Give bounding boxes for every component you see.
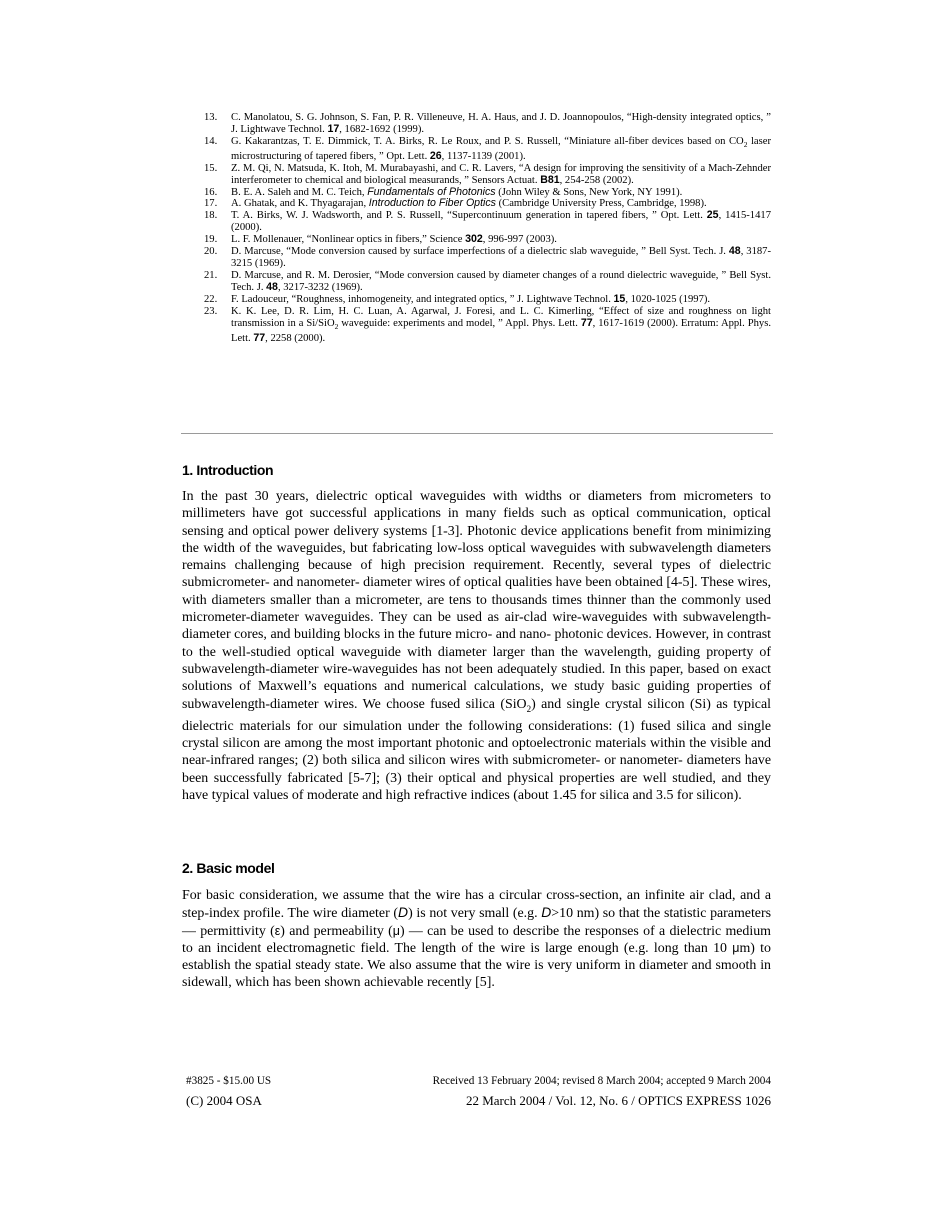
reference-number: 16. <box>204 186 218 198</box>
reference-number: 19. <box>204 234 218 246</box>
reference-item <box>204 246 771 270</box>
reference-item <box>204 210 771 234</box>
section-heading-basic-model: 2. Basic model <box>182 860 275 876</box>
footer-paper-id: #3825 - $15.00 US <box>186 1075 272 1087</box>
reference-item <box>204 136 771 163</box>
reference-text: F. Ladouceur, “Roughness, inhomogeneity, and integrated optics, ” J. Lightwave Technol. 15, 1020-1025 (1997). <box>231 292 711 305</box>
footer-received-dates: Received 13 February 2004; revised 8 March 2004; accepted 9 March 2004 <box>432 1075 771 1087</box>
reference-item <box>204 112 771 136</box>
reference-item <box>204 163 771 187</box>
reference-number: 17. <box>204 198 218 210</box>
footer-journal-citation: 22 March 2004 / Vol. 12, No. 6 / OPTICS EXPRESS 1026 <box>465 1093 771 1108</box>
reference-number: 14. <box>204 135 218 147</box>
reference-text: Z. M. Qi, N. Matsuda, K. Itoh, M. Murabayashi, and C. R. Lavers, “A design for improving the sensitivity of a Mach-Zehnder interferometer to chemical and biological measurands, ” Sensors Actuat. B81, 254-258 (2002). <box>231 162 771 186</box>
reference-text: D. Marcuse, “Mode conversion caused by surface imperfections of a dielectric slab waveguide, ” Bell Syst. Tech. J. 48, 3187-3215 (1969). <box>231 245 772 269</box>
reference-text: G. Kakarantzas, T. E. Dimmick, T. A. Birks, R. Le Roux, and P. S. Russell, “Miniature all-fiber devices based on $CO_2$ laser microstructuring of tapered fibers, ” Opt. Lett. 26, 1137-1139 (2001). <box>231 135 771 162</box>
introduction-paragraph: In the past 30 years, dielectric optical waveguides with widths or diameters from micrometers to millimeters have got successful applications in many fields such as optical communication, optical sensing and optical power delivery systems [1-3]. Photonic device applications benefit from minimizing the width of the waveguides, but fabricating low-loss optical waveguides with subwavelength diameters remains challenging because of high precision requirement. Recently, several types of dielectric submicrometer- and nanometer- diameter wires of optical qualities have been obtained [4-5]. These wires, with diameters smaller than a micrometer, are tens to thousands times thinner than the commonly used micrometer-diameter waveguides. They can be used as air-clad wire-waveguides with subwavelength-diameter cores, and building blocks in the future micro- and nano- photonic devices. However, in contrast to the well-studied optical waveguide with diameter larger than the wavelength, guiding property of subwavelength-diameter wire-waveguides has not been adequately studied. In this paper, based on exact solutions of Maxwell’s equations and numerical calculations, we study basic guiding properties of subwavelength-diameter wires. We choose fused silica (SiO$_2$) and single crystal silicon (Si) as typical dielectric materials for our simulation under the following considerations: (1) fused silica and single crystal silicon are among the most important photonic and optoelectronic materials within the visible and near-infrared ranges; (2) both silica and silicon wires with submicrometer- or nanometer- diameters have been successfully fabricated [5-7]; (3) their optical and physical properties are well studied, and they have typical values of moderate and high refractive indices (about 1.45 for silica and 3.5 for silicon). <box>182 489 771 803</box>
footer-copyright: (C) 2004 OSA <box>186 1093 262 1108</box>
reference-item <box>204 198 771 210</box>
reference-number: 23. <box>204 305 218 317</box>
reference-item <box>204 294 771 306</box>
reference-number: 18. <box>204 210 218 222</box>
reference-text: L. F. Mollenauer, “Nonlinear optics in fibers,” Science 302, 996-997 (2003). <box>231 233 557 246</box>
reference-text: C. Manolatou, S. G. Johnson, S. Fan, P. R. Villeneuve, H. A. Haus, and J. D. Joannopoulos, “High-density integrated optics, ” J. Lightwave Technol. 17, 1682-1692 (1999). <box>231 112 771 135</box>
reference-text: T. A. Birks, W. J. Wadsworth, and P. S. Russell, “Supercontinuum generation in tapered fibers, ” Opt. Lett. 25, 1415-1417 (2000). <box>231 209 771 234</box>
reference-item <box>204 306 771 345</box>
reference-text: K. K. Lee, D. R. Lim, H. C. Luan, A. Agarwal, J. Foresi, and L. C. Kimerling, “Effect of size and roughness on light transmission in a Si/SiO$_2$ waveguide: experiments and model, ” Appl. Phys. Lett. 77, 1617-1619 (2000). Erratum: Appl. Phys. Lett. 77, 2258 (2000). <box>231 305 771 344</box>
reference-text: B. E. A. Saleh and M. C. Teich, Fundamentals of Photonics (John Wiley & Sons, New York, NY 1991). <box>231 185 683 198</box>
reference-item <box>204 234 771 246</box>
reference-number: 20. <box>204 246 218 258</box>
reference-text: A. Ghatak, and K. Thyagarajan, Introduction to Fiber Optics (Cambridge University Press, Cambridge, 1998). <box>231 197 707 210</box>
section-divider <box>181 433 773 434</box>
reference-text: D. Marcuse, and R. M. Derosier, “Mode conversion caused by diameter changes of a round dielectric waveguide, ” Bell Syst. Tech. J. 48, 3217-3232 (1969). <box>231 269 771 293</box>
basic-model-paragraph: For basic consideration, we assume that the wire has a circular cross-section, an infinite air clad, and a step-index profile. The wire diameter (D) is not very small (e.g. D>10 nm) so that the statistic parameters — permittivity (ε) and permeability (μ) — can be used to describe the responses of a dielectric medium to an incident electromagnetic field. The length of the wire is large enough (e.g. long than 10 μm) to establish the spatial steady state. We also assume that the wire is very uniform in diameter and smooth in sidewall, which has been shown achievable recently [5]. <box>182 888 772 991</box>
section-heading-introduction: 1. Introduction <box>182 462 274 478</box>
reference-number: 21. <box>204 269 218 281</box>
reference-number: 15. <box>204 162 218 174</box>
reference-item <box>204 270 771 294</box>
reference-number: 22. <box>204 293 218 305</box>
reference-list <box>204 112 771 344</box>
reference-number: 13. <box>204 112 218 123</box>
